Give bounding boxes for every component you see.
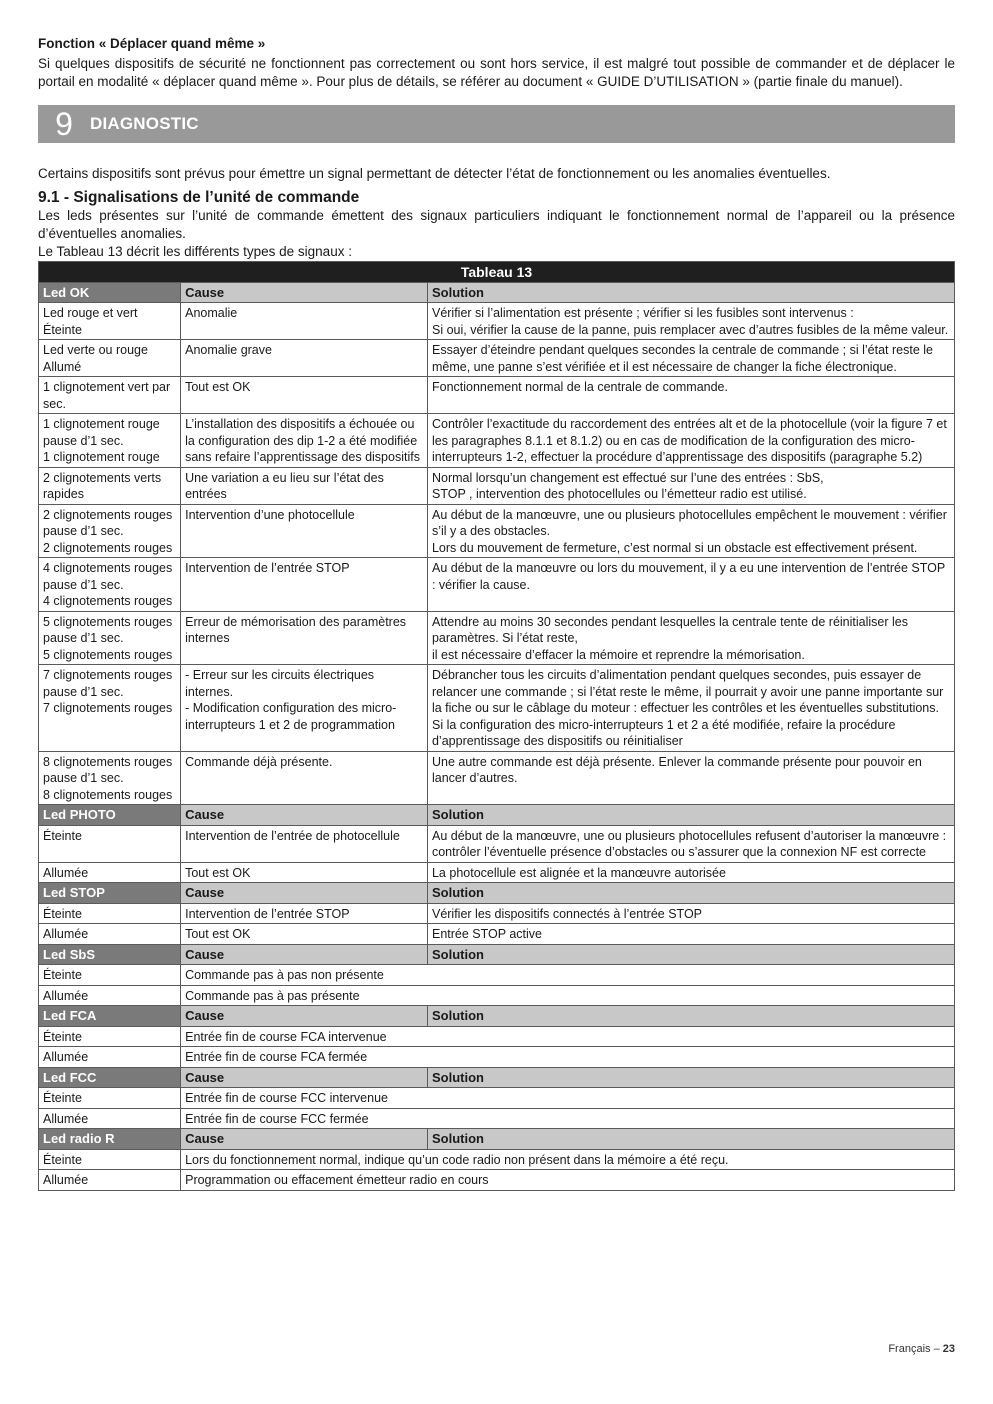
solution-cell bbox=[427, 340, 954, 377]
merged-description-cell: Commande pas à pas non présente bbox=[181, 965, 955, 986]
led-state-cell-line: 8 clignotements rouges bbox=[43, 787, 173, 802]
merged-description-cell: Lors du fonctionnement normal, indique qu’un code radio non présent dans la mémoire a été reçu. bbox=[181, 1149, 955, 1170]
table-row bbox=[39, 1047, 955, 1068]
led-state-cell bbox=[39, 1026, 181, 1047]
led-state-cell-line: Allumée bbox=[43, 1050, 89, 1064]
group-header-row bbox=[39, 1067, 955, 1088]
table-row bbox=[39, 665, 955, 752]
solution-cell-line: La photocellule est alignée et la manœuvre autorisée bbox=[431, 865, 726, 880]
cause-cell bbox=[181, 414, 428, 468]
solution-cell-line: Si la configuration des micro-interrupteurs 1 et 2 a été modifiée, refaire la procédure d’apprentissage des dispositifs ou réinitialiser bbox=[431, 717, 896, 748]
table-row bbox=[39, 924, 955, 945]
cause-cell bbox=[181, 751, 428, 805]
cause-cell bbox=[181, 825, 428, 862]
led-state-cell bbox=[39, 924, 181, 945]
solution-cell-line: Au début de la manœuvre, une ou plusieurs photocellules empêchent le mouvement : vérifier s’il y a des obstacles. bbox=[431, 507, 947, 538]
group-led-label: Led radio R bbox=[39, 1129, 181, 1150]
led-state-cell bbox=[39, 303, 181, 340]
table-row bbox=[39, 1149, 955, 1170]
cause-cell bbox=[181, 924, 428, 945]
led-state-cell-line: 2 clignotements rouges bbox=[43, 540, 173, 555]
led-state-cell-line: pause d’1 sec. bbox=[43, 577, 124, 592]
cause-cell-line: Intervention de l’entrée de photocellule bbox=[185, 828, 400, 843]
cause-cell-line: L’installation des dispositifs a échouée ou la configuration des dip 1-2 a été modifiée sans refaire l’apprentissage des dispositifs bbox=[185, 417, 420, 464]
merged-description-cell: Entrée fin de course FCA fermée bbox=[181, 1047, 955, 1068]
group-cause-label: Cause bbox=[181, 805, 428, 826]
cause-cell-line: Tout est OK bbox=[185, 865, 251, 880]
led-state-cell-line: Éteinte bbox=[43, 1029, 82, 1044]
led-state-cell-line: 4 clignotements rouges bbox=[43, 594, 173, 608]
table-row bbox=[39, 1026, 955, 1047]
group-solution-label: Solution bbox=[427, 1129, 954, 1150]
solution-cell bbox=[427, 825, 954, 862]
solution-cell-line: Fonctionnement normal de la centrale de commande. bbox=[431, 380, 728, 394]
led-state-cell-line: Éteinte bbox=[43, 1152, 82, 1167]
led-state-cell-line: pause d’1 sec. bbox=[43, 433, 124, 448]
section-intro: Certains dispositifs sont prévus pour émettre un signal permettant de détecter l’état de fonctionnement ou les anomalies éventuelles. bbox=[38, 166, 831, 181]
cause-cell-line: Anomalie bbox=[185, 306, 238, 320]
solution-cell-line: Essayer d’éteindre pendant quelques secondes la centrale de commande ; si l’état reste le même, une panne s’est vérifiée et il est nécessaire de changer la fiche électronique. bbox=[431, 343, 933, 374]
led-state-cell bbox=[39, 903, 181, 924]
subsection-title: 9.1 - Signalisations de l’unité de commande bbox=[38, 189, 360, 206]
cause-cell bbox=[181, 611, 428, 665]
table-row bbox=[39, 558, 955, 612]
cause-cell bbox=[181, 377, 428, 414]
led-state-cell bbox=[39, 414, 181, 468]
led-state-cell bbox=[39, 1149, 181, 1170]
footer-language: Français – bbox=[888, 1343, 943, 1355]
merged-description-cell: Programmation ou effacement émetteur radio en cours bbox=[181, 1170, 955, 1191]
led-state-cell-line: Éteinte bbox=[43, 968, 82, 982]
cause-cell bbox=[181, 862, 428, 883]
subsection-text-1: Les leds présentes sur l’unité de commande émettent des signaux particuliers indiquant le fonctionnement normal de l’appareil ou la présence d’éventuelles anomalies. bbox=[38, 208, 955, 241]
table-row bbox=[39, 303, 955, 340]
table-row bbox=[39, 825, 955, 862]
solution-cell bbox=[427, 377, 954, 414]
led-state-cell bbox=[39, 377, 181, 414]
solution-cell-line: Vérifier si l’alimentation est présente ; vérifier si les fusibles sont intervenus : bbox=[431, 306, 854, 320]
page-content bbox=[38, 36, 955, 1191]
led-state-cell-line: 2 clignotements rouges bbox=[43, 507, 173, 522]
led-state-cell-line: pause d’1 sec. bbox=[43, 524, 124, 538]
led-state-cell bbox=[39, 1088, 181, 1109]
led-state-cell-line: Éteinte bbox=[43, 1091, 82, 1105]
solution-cell bbox=[427, 751, 954, 805]
solution-cell bbox=[427, 467, 954, 504]
cause-cell-line: Anomalie grave bbox=[185, 343, 272, 357]
subsection-text-2: Le Tableau 13 décrit les différents types de signaux : bbox=[38, 244, 352, 259]
led-state-cell-line: Éteinte bbox=[43, 906, 82, 921]
led-state-cell bbox=[39, 665, 181, 752]
solution-cell-line: Débrancher tous les circuits d’alimentation pendant quelques secondes, puis essayer de relancer une commande ; si l’état reste le même, il pourrait y avoir une panne importante sur la fiche ou sur le câblage du moteur : effectuer les contrôles et les éventuelles substitutions. bbox=[431, 668, 944, 715]
led-state-cell-line: Allumée bbox=[43, 988, 89, 1003]
led-state-cell bbox=[39, 825, 181, 862]
merged-description-cell: Commande pas à pas présente bbox=[181, 985, 955, 1006]
cause-cell-line: Erreur de mémorisation des paramètres internes bbox=[185, 614, 407, 645]
solution-cell bbox=[427, 414, 954, 468]
led-state-cell bbox=[39, 558, 181, 612]
led-state-cell-line: 7 clignotements rouges bbox=[43, 701, 173, 715]
led-state-cell bbox=[39, 1108, 181, 1129]
solution-cell bbox=[427, 558, 954, 612]
group-cause-label: Cause bbox=[181, 282, 428, 303]
solution-cell bbox=[427, 303, 954, 340]
table-row bbox=[39, 504, 955, 558]
group-cause-label: Cause bbox=[181, 1129, 428, 1150]
table-row bbox=[39, 1170, 955, 1191]
merged-description-cell: Entrée fin de course FCA intervenue bbox=[181, 1026, 955, 1047]
led-state-cell-line: Allumée bbox=[43, 1173, 89, 1187]
page-footer bbox=[888, 1343, 955, 1355]
table-row bbox=[39, 985, 955, 1006]
group-header-row bbox=[39, 944, 955, 965]
solution-cell bbox=[427, 903, 954, 924]
group-solution-label: Solution bbox=[427, 883, 954, 904]
cause-cell-line: - Modification configuration des micro-interrupteurs 1 et 2 de programmation bbox=[185, 701, 397, 732]
led-state-cell-line: 2 clignotements verts rapides bbox=[43, 470, 162, 501]
solution-cell-line: Attendre au moins 30 secondes pendant lesquelles la centrale tente de réinitialiser les paramètres. Si l’état reste, bbox=[431, 614, 908, 645]
led-state-cell-line: pause d’1 sec. bbox=[43, 771, 124, 785]
table-title: Tableau 13 bbox=[39, 262, 955, 283]
solution-cell-line: Au début de la manœuvre ou lors du mouvement, il y a eu une intervention de l’entrée STOP : vérifier la cause. bbox=[431, 561, 946, 592]
group-led-label: Led FCC bbox=[39, 1067, 181, 1088]
table-title-row bbox=[39, 262, 955, 283]
group-solution-label: Solution bbox=[427, 1067, 954, 1088]
led-state-cell bbox=[39, 965, 181, 986]
cause-cell-line: Commande déjà présente. bbox=[185, 754, 333, 769]
cause-cell bbox=[181, 504, 428, 558]
led-state-cell-line: 4 clignotements rouges bbox=[43, 561, 173, 575]
cause-cell-line: Intervention de l’entrée STOP bbox=[185, 906, 350, 921]
table-row bbox=[39, 377, 955, 414]
table-row bbox=[39, 903, 955, 924]
solution-cell-line: il est nécessaire d’effacer la mémoire et reprendre la mémorisation. bbox=[431, 647, 805, 662]
section-number: 9 bbox=[55, 106, 73, 142]
group-header-row bbox=[39, 1006, 955, 1027]
led-state-cell bbox=[39, 1170, 181, 1191]
solution-cell-line: Lors du mouvement de fermeture, c’est normal si un obstacle est effectivement présent. bbox=[431, 540, 918, 555]
group-led-label: Led FCA bbox=[39, 1006, 181, 1027]
page-number: 23 bbox=[942, 1343, 955, 1355]
section-title: DIAGNOSTIC bbox=[90, 114, 199, 133]
group-cause-label: Cause bbox=[181, 1006, 428, 1027]
led-state-cell-line: 8 clignotements rouges bbox=[43, 754, 173, 769]
group-cause-label: Cause bbox=[181, 944, 428, 965]
led-state-cell-line: Led rouge et vert bbox=[43, 306, 138, 320]
table-row bbox=[39, 467, 955, 504]
cause-cell bbox=[181, 558, 428, 612]
led-state-cell-line: 5 clignotements rouges bbox=[43, 647, 173, 662]
table-row bbox=[39, 862, 955, 883]
function-text: Si quelques dispositifs de sécurité ne fonctionnent pas correctement ou sont hors service, il est malgré tout possible de commander et de déplacer le portail en modalité « déplacer quand même ». Pour plus de détails, se référer au document « GUIDE D’UTILISATION » (partie finale du manuel). bbox=[38, 56, 955, 89]
diagnostic-table bbox=[38, 261, 955, 1191]
cause-cell bbox=[181, 665, 428, 752]
group-header-row bbox=[39, 883, 955, 904]
led-state-cell bbox=[39, 504, 181, 558]
table-row bbox=[39, 965, 955, 986]
solution-cell-line: Normal lorsqu’un changement est effectué sur l’une des entrées : SbS, bbox=[431, 470, 824, 485]
led-state-cell-line: Allumée bbox=[43, 865, 89, 880]
cause-cell-line: Intervention d’une photocellule bbox=[185, 507, 355, 522]
solution-cell-line: Au début de la manœuvre, une ou plusieurs photocellules refusent d’autoriser la manœuvre : contrôler l’éventuelle présence d’obstacles ou s’assurer que la connexion NF est correcte bbox=[431, 828, 947, 859]
solution-cell-line: Contrôler l’exactitude du raccordement des entrées alt et de la photocellule (voir la figure 7 et les paragraphes 8.1.1 et 8.1.2) ou en cas de modification de la configuration des micro-interrupteurs 1-2, effectuer la procédure d’apprentissage des dispositifs (paragraphe 5.2) bbox=[431, 417, 947, 464]
group-solution-label: Solution bbox=[427, 282, 954, 303]
cause-cell bbox=[181, 903, 428, 924]
group-solution-label: Solution bbox=[427, 944, 954, 965]
led-state-cell-line: Allumée bbox=[43, 1111, 89, 1126]
solution-cell bbox=[427, 504, 954, 558]
table-row bbox=[39, 611, 955, 665]
led-state-cell-line: 5 clignotements rouges bbox=[43, 614, 173, 629]
section-header-bar bbox=[38, 105, 955, 143]
group-cause-label: Cause bbox=[181, 1067, 428, 1088]
group-led-label: Led OK bbox=[39, 282, 181, 303]
led-state-cell-line: Led verte ou rouge bbox=[43, 343, 148, 357]
led-state-cell-line: pause d’1 sec. bbox=[43, 684, 124, 699]
solution-cell bbox=[427, 862, 954, 883]
cause-cell bbox=[181, 467, 428, 504]
cause-cell-line: Intervention de l’entrée STOP bbox=[185, 561, 350, 575]
function-heading: Fonction « Déplacer quand même » bbox=[38, 36, 266, 51]
led-state-cell bbox=[39, 340, 181, 377]
led-state-cell-line: Éteinte bbox=[43, 828, 82, 843]
table-row bbox=[39, 414, 955, 468]
cause-cell bbox=[181, 340, 428, 377]
group-led-label: Led PHOTO bbox=[39, 805, 181, 826]
solution-cell-line: Si oui, vérifier la cause de la panne, puis remplacer avec d’autres fusibles de la même valeur. bbox=[431, 322, 949, 337]
led-state-cell-line: 1 clignotement vert par sec. bbox=[43, 380, 171, 411]
led-state-cell bbox=[39, 1047, 181, 1068]
cause-cell-line: - Erreur sur les circuits électriques internes. bbox=[185, 668, 375, 699]
cause-cell-line: Une variation a eu lieu sur l’état des entrées bbox=[185, 470, 384, 501]
cause-cell-line: Tout est OK bbox=[185, 380, 251, 394]
table-row bbox=[39, 751, 955, 805]
table-row bbox=[39, 340, 955, 377]
solution-cell-line: Une autre commande est déjà présente. Enlever la commande présente pour pouvoir en lancer d’autres. bbox=[431, 754, 922, 785]
solution-cell-line: Entrée STOP active bbox=[431, 927, 542, 941]
group-header-row bbox=[39, 282, 955, 303]
led-state-cell bbox=[39, 611, 181, 665]
cause-cell bbox=[181, 303, 428, 340]
group-solution-label: Solution bbox=[427, 805, 954, 826]
group-cause-label: Cause bbox=[181, 883, 428, 904]
led-state-cell-line: 1 clignotement rouge bbox=[43, 417, 160, 431]
group-header-row bbox=[39, 805, 955, 826]
led-state-cell-line: 1 clignotement rouge bbox=[43, 450, 160, 464]
led-state-cell-line: Allumé bbox=[43, 359, 82, 374]
led-state-cell-line: Éteinte bbox=[43, 322, 82, 337]
group-led-label: Led STOP bbox=[39, 883, 181, 904]
solution-cell bbox=[427, 665, 954, 752]
led-state-cell bbox=[39, 862, 181, 883]
led-state-cell bbox=[39, 751, 181, 805]
group-led-label: Led SbS bbox=[39, 944, 181, 965]
group-header-row bbox=[39, 1129, 955, 1150]
cause-cell-line: Tout est OK bbox=[185, 927, 251, 941]
solution-cell bbox=[427, 611, 954, 665]
led-state-cell-line: Allumée bbox=[43, 927, 89, 941]
led-state-cell bbox=[39, 985, 181, 1006]
solution-cell bbox=[427, 924, 954, 945]
group-solution-label: Solution bbox=[427, 1006, 954, 1027]
merged-description-cell: Entrée fin de course FCC intervenue bbox=[181, 1088, 955, 1109]
led-state-cell bbox=[39, 467, 181, 504]
table-row bbox=[39, 1088, 955, 1109]
table-row bbox=[39, 1108, 955, 1129]
solution-cell-line: Vérifier les dispositifs connectés à l’entrée STOP bbox=[431, 906, 703, 921]
led-state-cell-line: 7 clignotements rouges bbox=[43, 668, 173, 682]
solution-cell-line: STOP , intervention des photocellules ou l’émetteur radio est utilisé. bbox=[431, 487, 807, 501]
merged-description-cell: Entrée fin de course FCC fermée bbox=[181, 1108, 955, 1129]
led-state-cell-line: pause d’1 sec. bbox=[43, 631, 124, 645]
